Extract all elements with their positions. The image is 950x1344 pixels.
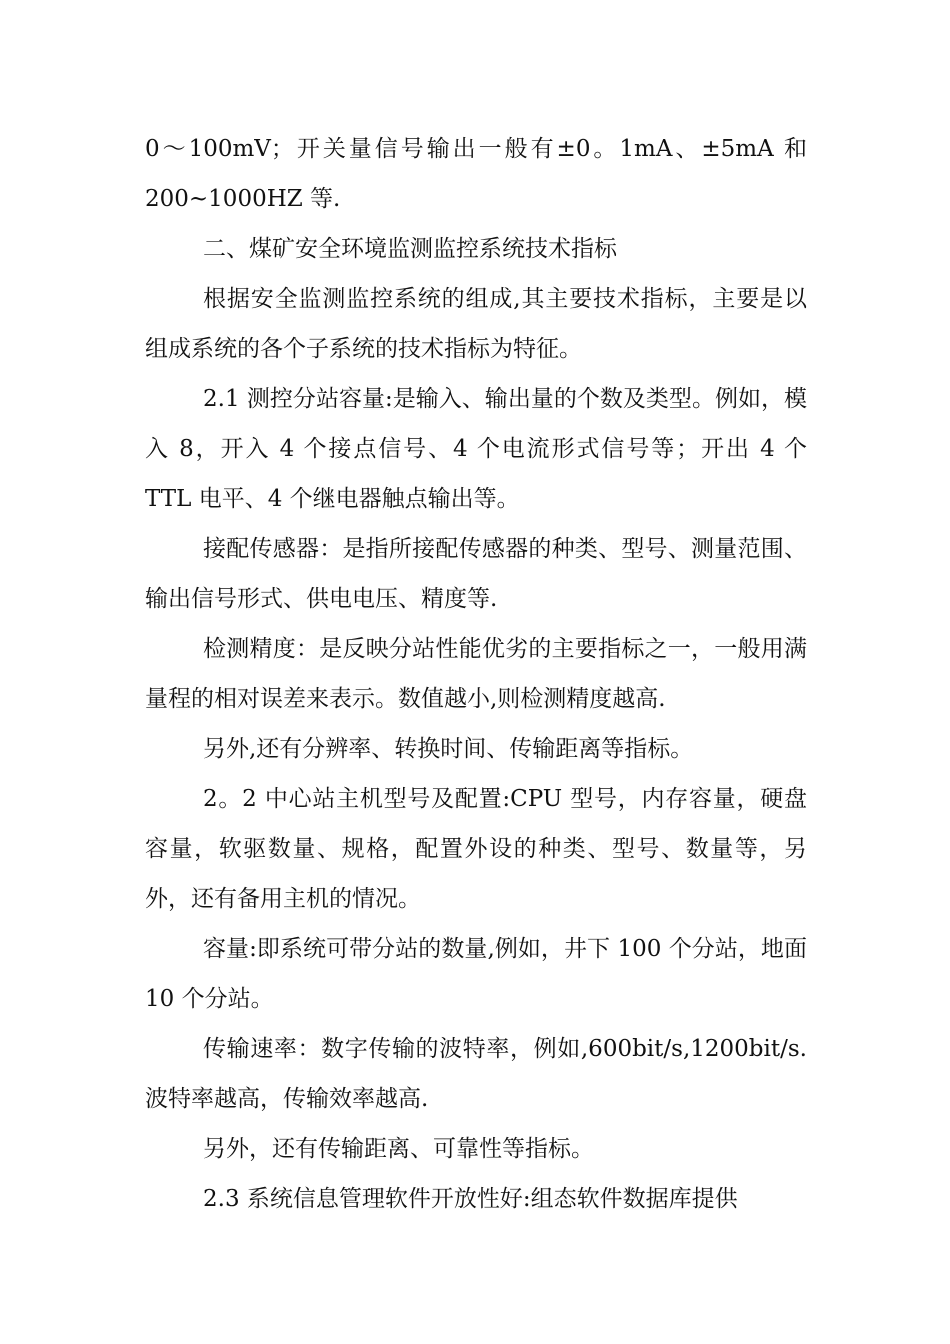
paragraph-9: 容量:即系统可带分站的数量,例如，井下 100 个分站，地面 10 个分站。 (145, 936, 807, 1012)
paragraph-4: 2.1 测控分站容量:是输入、输出量的个数及类型。例如，模入 8，开入 4 个接点信号、4 个电流形式信号等；开出 4 个 TTL 电平、4 个继电器触点输出等。 (145, 386, 807, 512)
paragraph-7: 另外,还有分辨率、转换时间、传输距离等指标。 (203, 736, 694, 762)
paragraph-8: 2。2 中心站主机型号及配置:CPU 型号，内存容量，硬盘容量，软驱数量、规格，配置外设的种类、型号、数量等，另外，还有备用主机的情况。 (145, 786, 807, 912)
paragraph-1: 0～100mV；开关量信号输出一般有±0。1mA、±5mA 和 200~1000HZ 等. (145, 136, 807, 212)
document-body (145, 124, 807, 1224)
paragraph-3: 根据安全监测监控系统的组成,其主要技术指标，主要是以组成系统的各个子系统的技术指标为特征。 (145, 286, 807, 362)
paragraph-10: 传输速率：数字传输的波特率，例如,600bit/s,1200bit/s.波特率越高，传输效率越高. (145, 1036, 807, 1112)
paragraph-6: 检测精度：是反映分站性能优劣的主要指标之一，一般用满量程的相对误差来表示。数值越小,则检测精度越高. (145, 636, 807, 712)
paragraph-5: 接配传感器：是指所接配传感器的种类、型号、测量范围、输出信号形式、供电电压、精度等. (145, 536, 807, 612)
paragraph-12: 2.3 系统信息管理软件开放性好:组态软件数据库提供 (203, 1186, 738, 1212)
paragraph-11: 另外，还有传输距离、可靠性等指标。 (203, 1136, 594, 1162)
section-heading: 二、煤矿安全环境监测监控系统技术指标 (203, 236, 617, 262)
